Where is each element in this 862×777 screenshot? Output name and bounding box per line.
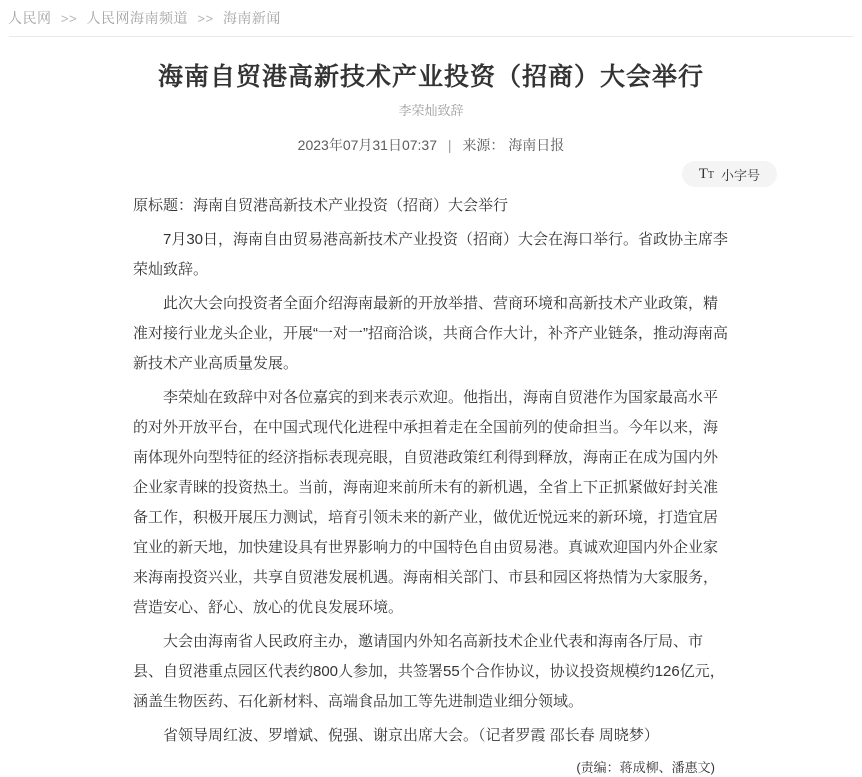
paragraph: 此次大会向投资者全面介绍海南最新的开放举措、营商环境和高新技术产业政策，精准对接行业龙头企业，开展“一对一”招商洽谈，共商合作大计，补齐产业链条，推动海南高新技术产业高质量发展。 <box>133 295 728 372</box>
editors-note: (责编：蒋成柳、潘惠文) <box>576 760 715 775</box>
article-title: 海南自贸港高新技术产业投资（招商）大会举行 <box>157 63 704 91</box>
article-body <box>133 191 729 777</box>
source-label: 来源： <box>462 137 505 153</box>
header-divider <box>9 36 853 37</box>
font-size-icon: T T <box>698 165 714 182</box>
breadcrumb-separator: >> <box>60 11 78 26</box>
paragraph: 大会由海南省人民政府主办，邀请国内外知名高新技术企业代表和海南各厅局、市县、自贸港重点园区代表约800人参加，共签署55个合作协议，协议投资规模约126亿元，涵盖生物医药、石化新材料、高端食品加工等先进制造业细分领域。 <box>133 633 725 710</box>
meta-separator: | <box>447 137 452 153</box>
original-title-text: 海南自贸港高新技术产业投资（招商）大会举行 <box>193 197 509 214</box>
font-size-toolbar <box>0 161 862 187</box>
paragraph: 省领导周红波、罗增斌、倪强、谢京出席大会。（记者罗霞 邵长春 周晓梦） <box>163 727 659 744</box>
paragraph: 7月30日，海南自由贸易港高新技术产业投资（招商）大会在海口举行。省政协主席李荣灿致辞。 <box>133 231 729 278</box>
source-link[interactable]: 海南日报 <box>508 137 565 153</box>
article-meta <box>0 136 862 154</box>
original-title-label: 原标题： <box>133 197 194 214</box>
publish-date: 2023年07月31日07:37 <box>297 137 437 153</box>
article-subtitle: 李荣灿致辞 <box>398 103 464 118</box>
breadcrumb <box>0 0 862 28</box>
breadcrumb-separator: >> <box>197 11 214 26</box>
breadcrumb-link-hainan-channel[interactable]: 人民网海南频道 <box>86 10 188 26</box>
paragraph: 李荣灿在致辞中对各位嘉宾的到来表示欢迎。他指出，海南自贸港作为国家最高水平的对外开放平台，在中国式现代化进程中承担着走在全国前列的使命担当。今年以来，海南体现外向型特征的经济指标表现亮眼，自贸港政策红利得到释放，海南正在成为国内外企业家青睐的投资热土。当前，海南迎来前所未有的新机遇，全省上下正抓紧做好封关准备工作，积极开展压力测试，培育引领未来的新产业，做优近悦远来的新环境，打造宜居宜业的新天地，加快建设具有世界影响力的中国特色自由贸易港。真诚欢迎国内外企业家来海南投资兴业，共享自贸港发展机遇。海南相关部门、市县和园区将热情为大家服务，营造安心、舒心、放心的优良发展环境。 <box>133 389 719 616</box>
font-size-label: 小字号 <box>720 167 760 183</box>
breadcrumb-link-peoples-net[interactable]: 人民网 <box>8 10 52 26</box>
font-size-button[interactable] <box>682 161 777 187</box>
original-title-line <box>133 191 729 221</box>
breadcrumb-link-hainan-news[interactable]: 海南新闻 <box>222 10 281 26</box>
